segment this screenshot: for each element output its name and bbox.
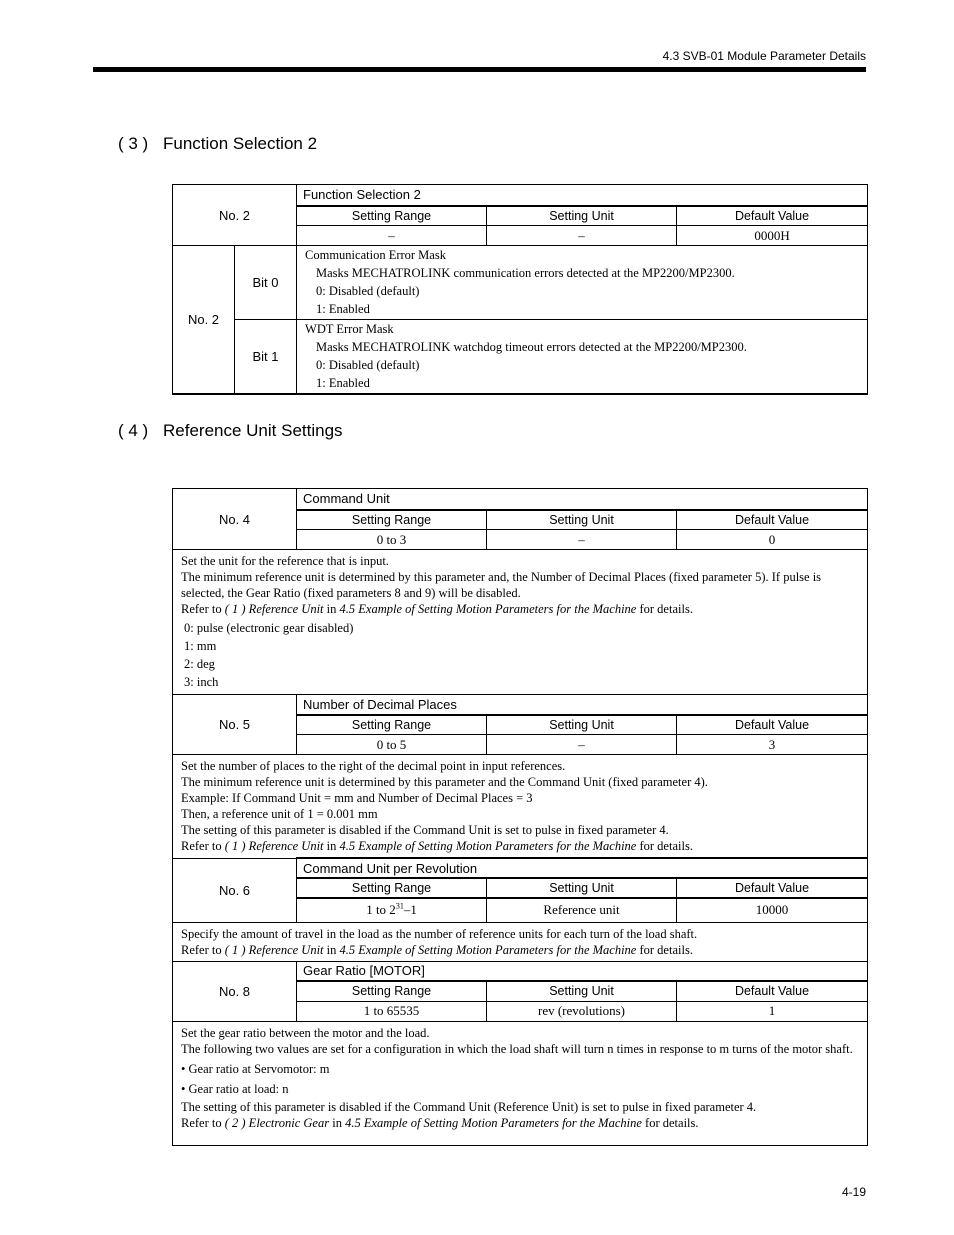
description-line: Specify the amount of travel in the load as the number of reference units for each turn of the load shaft.	[181, 926, 698, 941]
param-name: Number of Decimal Places	[297, 695, 868, 715]
description-line: The setting of this parameter is disabled if the Command Unit (Reference Unit) is set to pulse in fixed parameter 4.	[181, 1099, 757, 1114]
setting-range-value: 1 to $2^{31}-1$	[297, 898, 487, 922]
description-line: The minimum reference unit is determined by this parameter and, the Number of Decimal Places (fixed parameter 5). If pulse is selected, the Gear Ratio (fixed parameters 8 and 9) will be disabled.	[181, 570, 822, 600]
bit-line: 1: Enabled	[316, 302, 370, 316]
default-value: 1	[677, 1001, 868, 1021]
page-number: 4-19	[841, 1185, 866, 1199]
setting-unit-value: –	[487, 530, 677, 550]
description-line: Example: If Command Unit = mm and Number of Decimal Places = 3	[181, 791, 533, 805]
bit-description	[297, 320, 868, 394]
bullet-line: • Gear ratio at Servomotor: m	[181, 1061, 330, 1076]
setting-range-header: Setting Range	[297, 715, 487, 735]
param-name: Gear Ratio [MOTOR]	[297, 961, 868, 981]
option-line: 0: pulse (electronic gear disabled)	[184, 621, 354, 635]
default-value: 0	[677, 530, 868, 550]
param-number: No. 6	[173, 858, 297, 922]
description-line: Set the unit for the reference that is input.	[181, 554, 389, 568]
section-heading-function-selection-2	[118, 134, 317, 154]
param-number: No. 4	[173, 489, 297, 550]
param-description	[173, 922, 868, 961]
default-value-header: Default Value	[677, 206, 868, 226]
reference-line: Refer to ( 1 ) Reference Unit in 4.5 Example of Setting Motion Parameters for the Machine for details.	[181, 942, 693, 957]
setting-unit-value: –	[487, 226, 677, 246]
function-selection-2-table	[172, 184, 868, 395]
bit-param-number: No. 2	[173, 246, 235, 394]
param-name: Command Unit	[297, 489, 868, 510]
description-line: The following two values are set for a configuration in which the load shaft will turn n times in response to m turns of the motor shaft.	[181, 1041, 853, 1056]
param-description	[173, 550, 868, 695]
option-line: 3: inch	[184, 675, 219, 689]
bit-title: Communication Error Mask	[305, 248, 446, 262]
setting-range-value: 1 to 65535	[297, 1001, 487, 1021]
reference-line: Refer to ( 2 ) Electronic Gear in 4.5 Example of Setting Motion Parameters for the Machine for details.	[181, 1115, 699, 1130]
setting-range-header: Setting Range	[297, 510, 487, 530]
param-number: No. 2	[173, 185, 297, 246]
description-line: Set the gear ratio between the motor and the load.	[181, 1025, 430, 1040]
reference-line: Refer to ( 1 ) Reference Unit in 4.5 Example of Setting Motion Parameters for the Machine for details.	[181, 602, 693, 616]
default-value: 3	[677, 735, 868, 755]
default-value-header: Default Value	[677, 878, 868, 898]
section-title: Function Selection 2	[163, 134, 318, 153]
option-line: 2: deg	[184, 657, 215, 671]
setting-unit-value: Reference unit	[487, 898, 677, 922]
description-line: The setting of this parameter is disabled if the Command Unit is set to pulse in fixed parameter 4.	[181, 823, 669, 837]
param-name: Command Unit per Revolution	[297, 858, 868, 878]
bit-line: Masks MECHATROLINK communication errors detected at the MP2200/MP2300.	[316, 266, 735, 280]
bit-line: 0: Disabled (default)	[316, 284, 420, 298]
option-line: 1: mm	[184, 639, 217, 653]
section-heading-reference-unit-settings	[118, 421, 343, 441]
description-line: Set the number of places to the right of the decimal point in input references.	[181, 759, 566, 773]
param-description	[173, 1021, 868, 1145]
default-value-header: Default Value	[677, 510, 868, 530]
param-description	[173, 755, 868, 859]
running-header: 4.3 SVB-01 Module Parameter Details	[662, 49, 866, 63]
header-rule	[93, 67, 866, 72]
bit-line: 1: Enabled	[316, 376, 370, 390]
setting-range-header: Setting Range	[297, 981, 487, 1001]
bit-description	[297, 246, 868, 320]
setting-range-value: 0 to 5	[297, 735, 487, 755]
bit-line: 0: Disabled (default)	[316, 358, 420, 372]
setting-unit-header: Setting Unit	[487, 715, 677, 735]
section-title: Reference Unit Settings	[163, 421, 343, 440]
param-number: No. 5	[173, 695, 297, 755]
bit-label: Bit 0	[235, 246, 297, 320]
setting-range-header: Setting Range	[297, 878, 487, 898]
bit-label: Bit 1	[235, 320, 297, 394]
section-number: ( 4 )	[118, 421, 149, 440]
setting-range-header: Setting Range	[297, 206, 487, 226]
setting-unit-header: Setting Unit	[487, 981, 677, 1001]
bit-line: Masks MECHATROLINK watchdog timeout errors detected at the MP2200/MP2300.	[316, 340, 747, 354]
reference-line: Refer to ( 1 ) Reference Unit in 4.5 Example of Setting Motion Parameters for the Machine for details.	[181, 839, 693, 853]
default-value: 10000	[677, 898, 868, 922]
description-line: The minimum reference unit is determined by this parameter and the Command Unit (fixed parameter 4).	[181, 775, 708, 789]
setting-unit-value: rev (revolutions)	[487, 1001, 677, 1021]
setting-unit-header: Setting Unit	[487, 878, 677, 898]
default-value: 0000H	[677, 226, 868, 246]
reference-unit-settings-table	[172, 488, 868, 1146]
bit-title: WDT Error Mask	[305, 322, 394, 336]
setting-unit-value: –	[487, 735, 677, 755]
default-value-header: Default Value	[677, 981, 868, 1001]
setting-unit-header: Setting Unit	[487, 206, 677, 226]
setting-range-value: 0 to 3	[297, 530, 487, 550]
section-number: ( 3 )	[118, 134, 149, 153]
setting-unit-header: Setting Unit	[487, 510, 677, 530]
param-number: No. 8	[173, 961, 297, 1021]
bullet-line: • Gear ratio at load: n	[181, 1081, 289, 1096]
description-line: Then, a reference unit of 1 = 0.001 mm	[181, 807, 378, 821]
setting-range-value: –	[297, 226, 487, 246]
default-value-header: Default Value	[677, 715, 868, 735]
param-name: Function Selection 2	[297, 185, 868, 206]
